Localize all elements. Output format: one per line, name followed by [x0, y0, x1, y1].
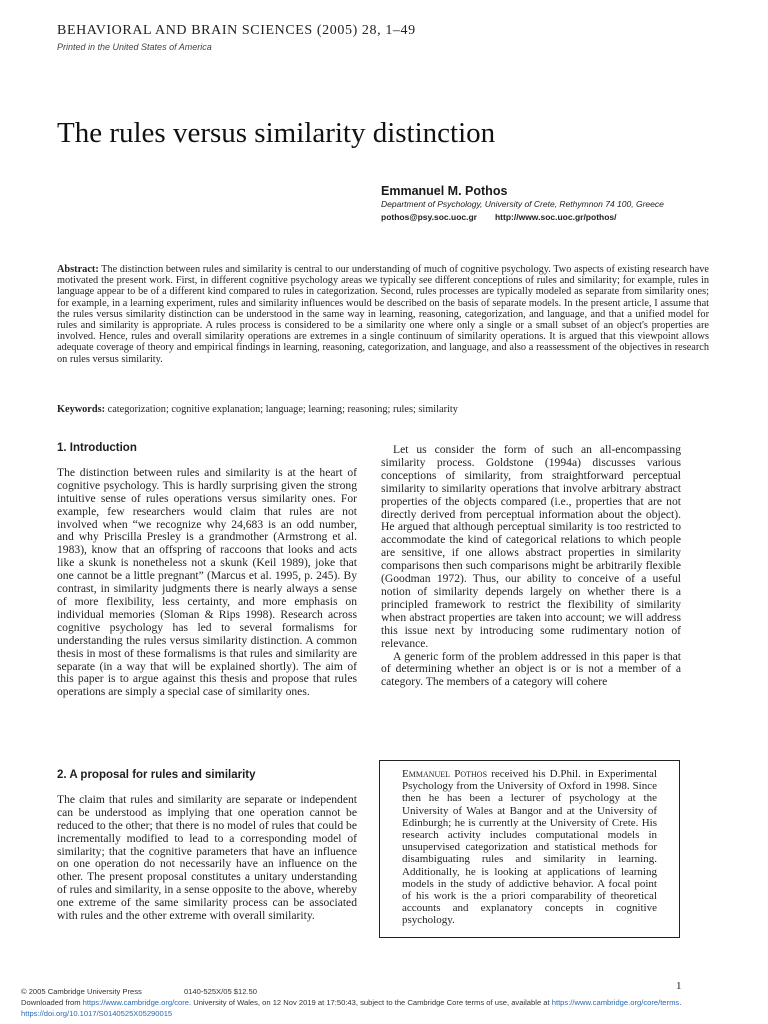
author-url[interactable]: http://www.soc.uoc.gr/pothos/ — [494, 212, 617, 222]
proposal-heading: 2. A proposal for rules and similarity — [57, 769, 256, 781]
intro-paragraph: The distinction between rules and similarity is at the heart of cognitive psychology. This is hardly surprising given the strong intuitive sense of rules operations versus similarity ones. For example, few researchers would claim that rules are not involved when “we recognize why 24,683 is an odd number, and why Priscilla Presley is a grandmother (Armstrong et al. 1983), know that an offspring of raccoons that looks and acts like a skunk is nonetheless not a skunk (Keil 1989), joke that one cannot be a little pregnant” (Marcus et al. 1995, p. 245). By contrast, in similarity judgments there is nearly always a sense of more flexibility, less certainty, and more emphasis on individual memories (Sloman & Rips 1998). Research across cognitive psychology has led to several formalisms for understanding the rules versus similarity distinction. A common thesis in most of these formalisms is that rules and similarity are separate (in a way that will be explained shortly). The aim of this paper is to argue against this thesis and propose that rules operations are simply a special case of similarity ones. — [57, 465, 357, 699]
author-contact — [381, 212, 617, 222]
author-affiliation: Department of Psychology, University of Crete, Rethymnon 74 100, Greece — [381, 199, 664, 209]
article-title: The rules versus similarity distinction — [57, 117, 496, 149]
intro-section — [57, 442, 357, 699]
terms-link[interactable]: https://www.cambridge.org/core/terms — [551, 998, 680, 1007]
intro-heading: 1. Introduction — [57, 442, 137, 454]
doi-link[interactable]: https://doi.org/10.1017/S0140525X05290015 — [21, 1009, 173, 1018]
abstract — [57, 264, 709, 365]
proposal-section — [57, 769, 357, 923]
right-column — [381, 444, 681, 689]
abstract-label: Abstract: — [57, 264, 99, 275]
author-email[interactable]: pothos@psy.soc.uoc.gr — [381, 212, 477, 222]
download-prefix: Downloaded from — [21, 998, 83, 1007]
abstract-text: The distinction between rules and similarity is central to our understanding of much of cognitive psychology. Two aspects of existing research have motivated the present work. First, in different cognitive psychology areas we typically see different conceptions of rules and similarity; for example, rules in language appear to be of a different kind compared to rules in categorization. Second, rules processes are typically modeled as separate from similarity ones; for example, in a learning experiment, rules and similarity influences would be described on the basis of separate models. In the present article, I assume that the rules versus similarity distinction can be understood in the same way in learning, reasoning, categorization, and language, and that a unified model for rules and similarity is appropriate. A rules process is considered to be a similarity one where only a single or a small subset of an object's properties are involved. Hence, rules and overall similarity operations are extremes in a single continuum of similarity operations. It is argued that this viewpoint allows adequate coverage of theory and empirical findings in learning, reasoning, categorization, and language, and also a reassessment of the objectives in research on rules versus similarity. — [57, 264, 709, 365]
copyright: © 2005 Cambridge University Press — [21, 987, 142, 996]
bio-text: received his D.Phil. in Experimental Psychology from the University of Oxford in 1998. Since then he has been a lecturer of psychology at the University of Wales at Bangor and at the University of Edinburgh; he is currently at the University of Crete. His research activity includes computational models in unsupervised categorization and statistical methods for disambiguating rules and similarity in learning. Additionally, he is looking at applications of learning models in the study of addictive behavior. A focal point of his work is the a priori comparability of theoretical accounts and explanatory concepts in cognitive psychology. — [402, 768, 657, 927]
download-end: . — [679, 998, 682, 1007]
download-middle: . University of Wales, on 12 Nov 2019 at 17:50:43, subject to the Cambridge Core terms of use, available at — [189, 998, 552, 1007]
journal-header: BEHAVIORAL AND BRAIN SCIENCES (2005) 28, 1–49 — [57, 23, 416, 38]
page-number: 1 — [676, 980, 682, 992]
keywords-text: categorization; cognitive explanation; language; learning; reasoning; rules; similarity — [107, 404, 458, 415]
cambridge-core-link[interactable]: https://www.cambridge.org/core — [82, 998, 189, 1007]
author-name: Emmanuel M. Pothos — [381, 184, 508, 198]
download-footer — [21, 986, 747, 1019]
keywords-label: Keywords: — [57, 404, 106, 415]
bio-name: Emmanuel Pothos — [402, 768, 488, 780]
issn: 0140-525X/05 $12.50 — [183, 987, 258, 996]
right-paragraph-2: A generic form of the problem addressed in this paper is that of determining whether an object is or is not a member of a category. The members of a category will cohere — [381, 649, 681, 689]
copyright-line — [21, 986, 747, 997]
author-bio-box — [379, 760, 680, 938]
keywords — [57, 404, 709, 415]
right-paragraph-1: Let us consider the form of such an all-encompassing similarity process. Goldstone (1994a) discusses various conceptions of similarity, from straightforward perceptual similarity to similarity operations that involve arbitrary abstract properties of the objects compared (i.e., properties that are not directly derived from perceptual information about the object). He argued that although perceptual similarity is too restricted to accommodate the kind of categorical relations to which people are sensitive, if one allows abstract properties in similarity comparisons then such comparisons might be arbitrarily flexible (Goodman 1972). Thus, our ability to conceive of a useful notion of similarity depends largely on whether there is a principled framework to restrict the flexibility of similarity when abstract properties are taken into account; we will address this issue next by introducing some rudimentary notion of relevance. — [381, 443, 681, 650]
download-line — [21, 997, 747, 1008]
printed-note: Printed in the United States of America — [57, 42, 212, 52]
proposal-paragraph: The claim that rules and similarity are separate or independent can be understood as implying that one operation cannot be reduced to the other; that there is no model of rules that could be incrementally modified to lead to a corresponding model of similarity; that the cognitive parameters that have an influence on one operation do not necessarily have an influence on the other. The present proposal constitutes a unitary understanding of rules and similarity, in a sense opposite to the above, whereby one extreme of the same similarity process can be associated with rules and the other extreme with overall similarity. — [57, 792, 357, 923]
